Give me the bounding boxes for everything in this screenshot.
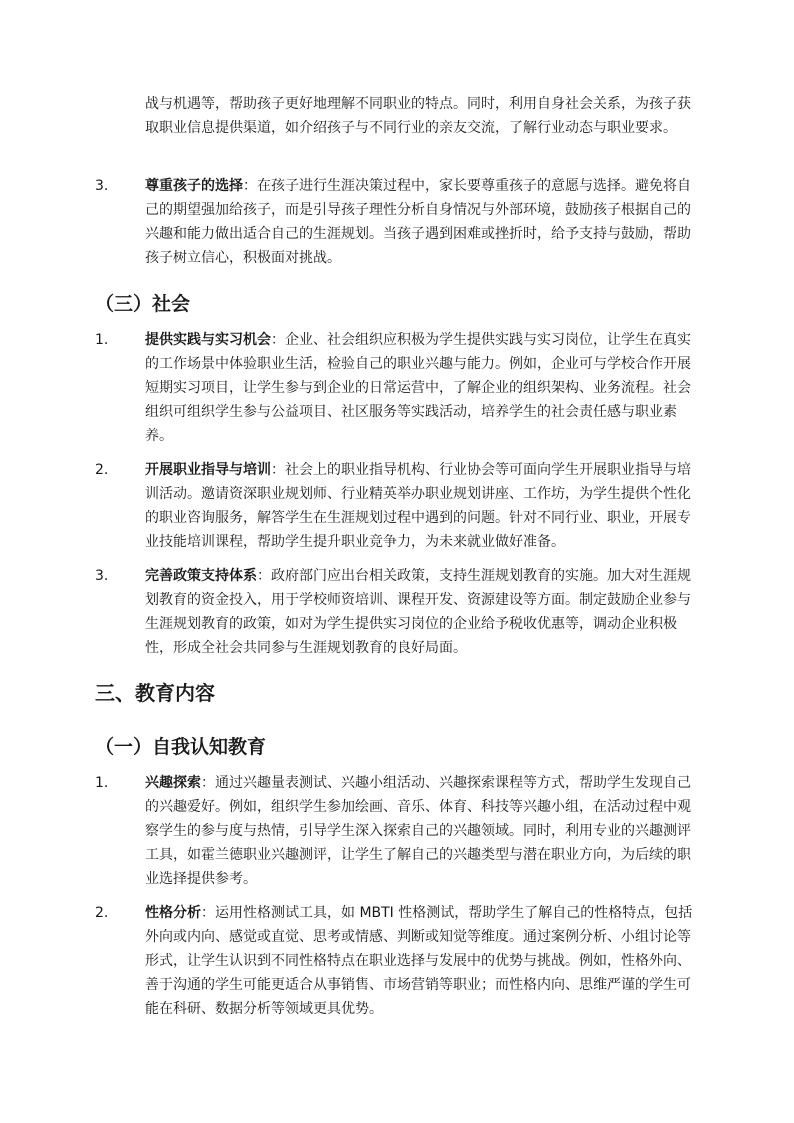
item-text: ：通过兴趣量表测试、兴趣小组活动、兴趣探索课程等方式，帮助学生发现自己的兴趣爱好。例如，组织学生参加绘画、音乐、体育、科技等兴趣小组，在活动过程中观察学生的参与度与热情，引导学生深入探索自己的兴趣领域。同时，利用专业的兴趣测评工具，如霍兰德职业兴趣测评，让学生了解自己的兴趣类型与潜在职业方向，为后续的职业选择提供参考。: [145, 775, 691, 887]
item-number: 1.: [95, 332, 109, 348]
list-item: [95, 458, 701, 554]
item-number: 2.: [95, 905, 109, 921]
item-number: 2.: [95, 462, 109, 478]
list-item: [95, 174, 701, 270]
item-title: 性格分析: [145, 905, 201, 921]
continuation-paragraph: 战与机遇等，帮助孩子更好地理解不同职业的特点。同时，利用自身社会关系，为孩子获取职业信息提供渠道，如介绍孩子与不同行业的亲友交流，了解行业动态与职业要求。: [145, 96, 691, 136]
list-item: [95, 564, 701, 660]
list-item: [95, 328, 701, 448]
item-text: ：运用性格测试工具，如 MBTI 性格测试，帮助学生了解自己的性格特点，包括外向或内向、感觉或直觉、思考或情感、判断或知觉等维度。通过案例分析、小组讨论等形式，让学生认识到不同性格特点在职业选择与发展中的优势与挑战。例如，性格外向、善于沟通的学生可能更适合从事销售、市场营销等职业；而性格内向、思维严谨的学生可能在科研、数据分析等领域更具优势。: [145, 905, 693, 1017]
subsection-heading: （一）自我认知教育: [95, 736, 267, 758]
item-title: 开展职业指导与培训: [145, 462, 271, 478]
item-text: ：在孩子进行生涯决策过程中，家长要尊重孩子的意愿与选择。避免将自己的期望强加给孩子，而是引导孩子理性分析自身情况与外部环境，鼓励孩子根据自己的兴趣和能力做出适合自己的生涯规划。当孩子遇到困难或挫折时，给予支持与鼓励，帮助孩子树立信心，积极面对挑战。: [145, 178, 691, 266]
item-title: 完善政策支持体系: [145, 568, 257, 584]
item-title: 提供实践与实习机会: [145, 332, 271, 348]
self-awareness-list: [95, 771, 701, 1031]
section-heading: 三、教育内容: [95, 681, 215, 705]
society-list: [95, 328, 701, 670]
list-item: [95, 901, 701, 1021]
item-number: 3.: [95, 568, 109, 584]
list-item: [95, 771, 701, 891]
item-text: ：企业、社会组织应积极为学生提供实践与实习岗位，让学生在真实的工作场景中体验职业生活，检验自己的职业兴趣与能力。例如，企业可与学校合作开展短期实习项目，让学生参与到企业的日常运营中，了解企业的组织架构、业务流程。社会组织可组织学生参与公益项目、社区服务等实践活动，培养学生的社会责任感与职业素养。: [145, 332, 691, 444]
family-list: [95, 174, 701, 280]
item-number: 3.: [95, 178, 109, 194]
item-number: 1.: [95, 775, 109, 791]
item-title: 尊重孩子的选择: [145, 178, 243, 194]
item-text: ：政府部门应出台相关政策，支持生涯规划教育的实施。加大对生涯规划教育的资金投入，用于学校师资培训、课程开发、资源建设等方面。制定鼓励企业参与生涯规划教育的政策，如对为学生提供实习岗位的企业给予税收优惠等，调动企业积极性，形成全社会共同参与生涯规划教育的良好局面。: [145, 568, 691, 656]
item-text: ：社会上的职业指导机构、行业协会等可面向学生开展职业指导与培训活动。邀请资深职业规划师、行业精英举办职业规划讲座、工作坊，为学生提供个性化的职业咨询服务，解答学生在生涯规划过程中遇到的问题。针对不同行业、职业，开展专业技能培训课程，帮助学生提升职业竞争力，为未来就业做好准备。: [145, 462, 691, 550]
society-heading: （三）社会: [95, 293, 191, 315]
item-title: 兴趣探索: [145, 775, 201, 791]
